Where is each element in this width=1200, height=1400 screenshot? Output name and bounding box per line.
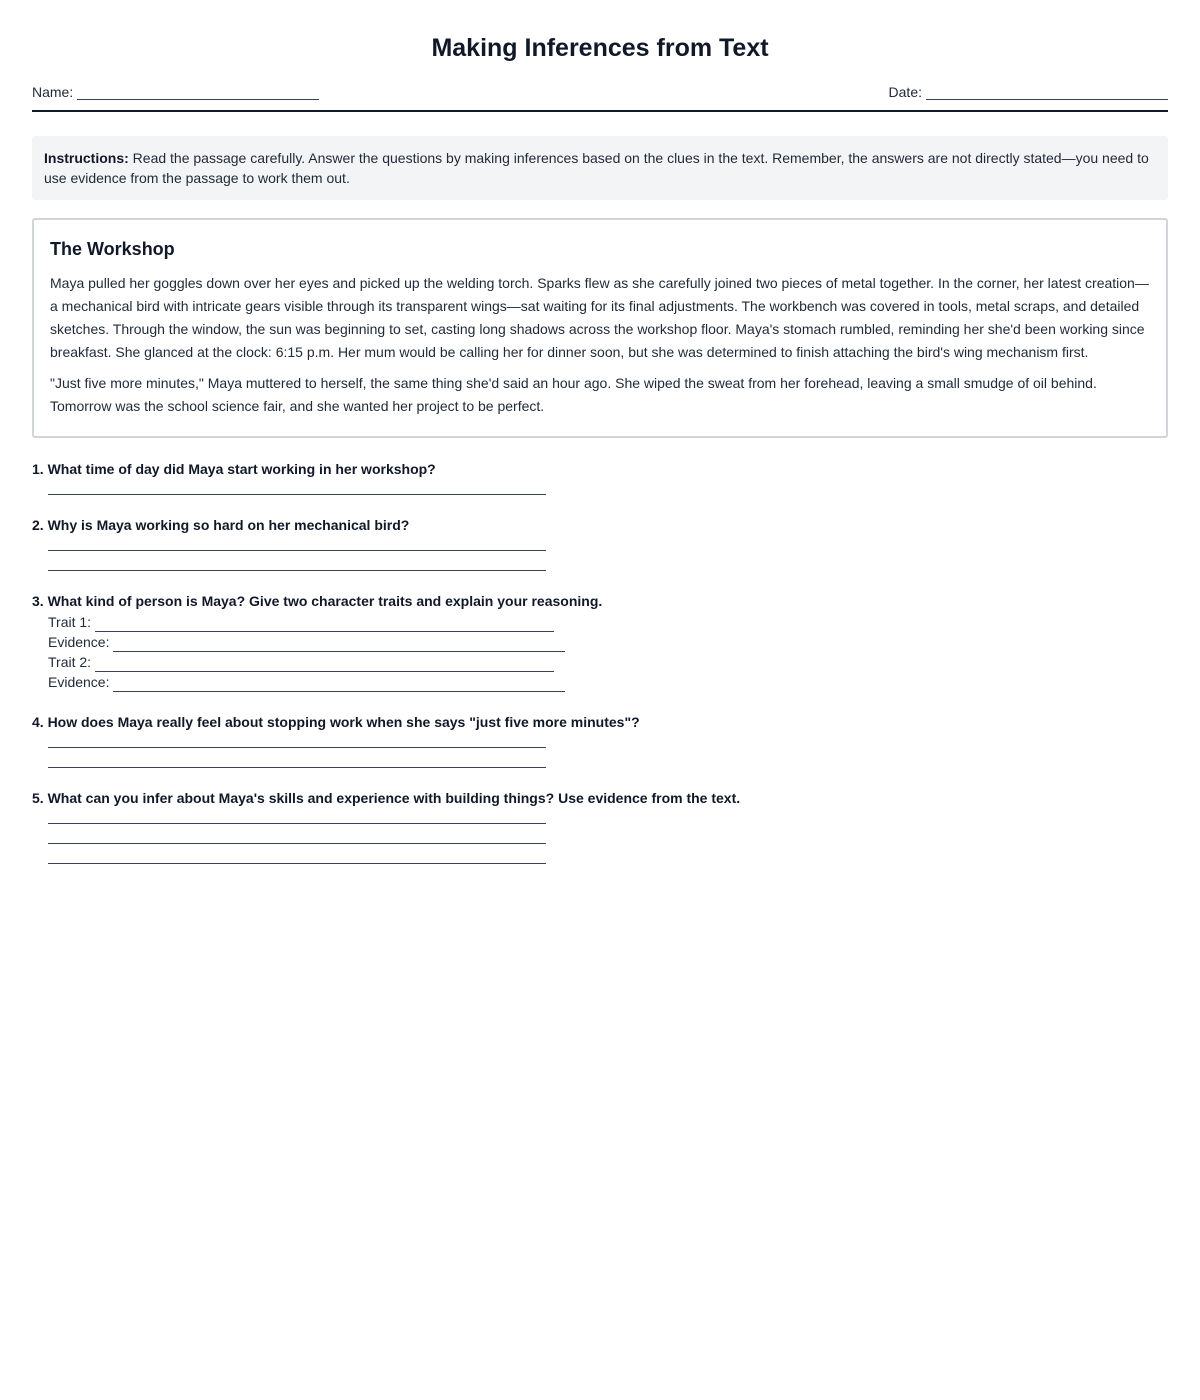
question-text: 3. What kind of person is Maya? Give two character traits and explain your reasoning. — [32, 593, 603, 609]
trait-1-row[interactable] — [48, 612, 1168, 632]
evidence-1-row[interactable] — [48, 632, 1168, 652]
question-text: 4. How does Maya really feel about stopping work when she says "just five more minutes"? — [32, 714, 640, 730]
answer-line[interactable] — [48, 824, 546, 844]
question-text: 1. What time of day did Maya start working in her workshop? — [32, 461, 436, 477]
question-1 — [32, 461, 1168, 495]
answer-line[interactable] — [48, 844, 546, 864]
date-blank[interactable] — [926, 85, 1168, 100]
answer-line[interactable] — [48, 477, 546, 495]
name-field[interactable] — [32, 84, 319, 100]
name-blank[interactable] — [77, 85, 319, 100]
trait-1-label: Trait 1: — [48, 614, 92, 630]
passage-paragraph: "Just five more minutes," Maya muttered to herself, the same thing she'd said an hour ago. She wiped the sweat from her forehead, leaving a small smudge of oil behind. Tomorrow was the school science fair, and she wanted her project to be perfect. — [50, 375, 1097, 414]
page-title: Making Inferences from Text — [431, 34, 769, 62]
question-4 — [32, 714, 1168, 768]
evidence-2-blank[interactable] — [113, 677, 565, 692]
trait-1-blank[interactable] — [95, 617, 554, 632]
question-text: 5. What can you infer about Maya's skills and experience with building things? Use evidence from the text. — [32, 790, 741, 806]
question-3 — [32, 593, 1168, 692]
passage-title: The Workshop — [50, 239, 175, 259]
question-2 — [32, 517, 1168, 571]
passage-box — [32, 218, 1168, 438]
instructions-box — [32, 136, 1168, 200]
passage-paragraph: Maya pulled her goggles down over her eyes and picked up the welding torch. Sparks flew as she carefully joined two pieces of metal together. In the corner, her latest creation—a mechanical bird with intricate gears visible through its transparent wings—sat waiting for its final adjustments. The workbench was covered in tools, metal scraps, and detailed sketches. Through the window, the sun was beginning to set, casting long shadows across the workshop floor. Maya's stomach rumbled, reminding her she'd been working since breakfast. She glanced at the clock: 6:15 p.m. Her mum would be calling her for dinner soon, but she was determined to finish attaching the bird's wing mechanism first. — [50, 275, 1149, 360]
trait-2-row[interactable] — [48, 652, 1168, 672]
evidence-2-row[interactable] — [48, 672, 1168, 692]
answer-line[interactable] — [48, 533, 546, 551]
instructions-label: Instructions: — [44, 150, 129, 166]
answer-line[interactable] — [48, 806, 546, 824]
date-field[interactable] — [889, 84, 1168, 100]
answer-line[interactable] — [48, 730, 546, 748]
question-5 — [32, 790, 1168, 864]
evidence-2-label: Evidence: — [48, 674, 110, 690]
date-label: Date: — [888, 84, 922, 100]
instructions-text: Read the passage carefully. Answer the questions by making inferences based on the clues in the text. Remember, the answers are not directly stated—you need to use evidence from the passage to work them out. — [44, 150, 1149, 186]
evidence-1-blank[interactable] — [113, 637, 565, 652]
header-fields — [32, 84, 1168, 112]
question-text: 2. Why is Maya working so hard on her mechanical bird? — [32, 517, 410, 533]
worksheet — [32, 0, 1168, 864]
trait-2-label: Trait 2: — [48, 654, 92, 670]
answer-line[interactable] — [48, 551, 546, 571]
answer-line[interactable] — [48, 748, 546, 768]
name-label: Name: — [32, 84, 74, 100]
evidence-1-label: Evidence: — [48, 634, 110, 650]
trait-2-blank[interactable] — [95, 657, 554, 672]
